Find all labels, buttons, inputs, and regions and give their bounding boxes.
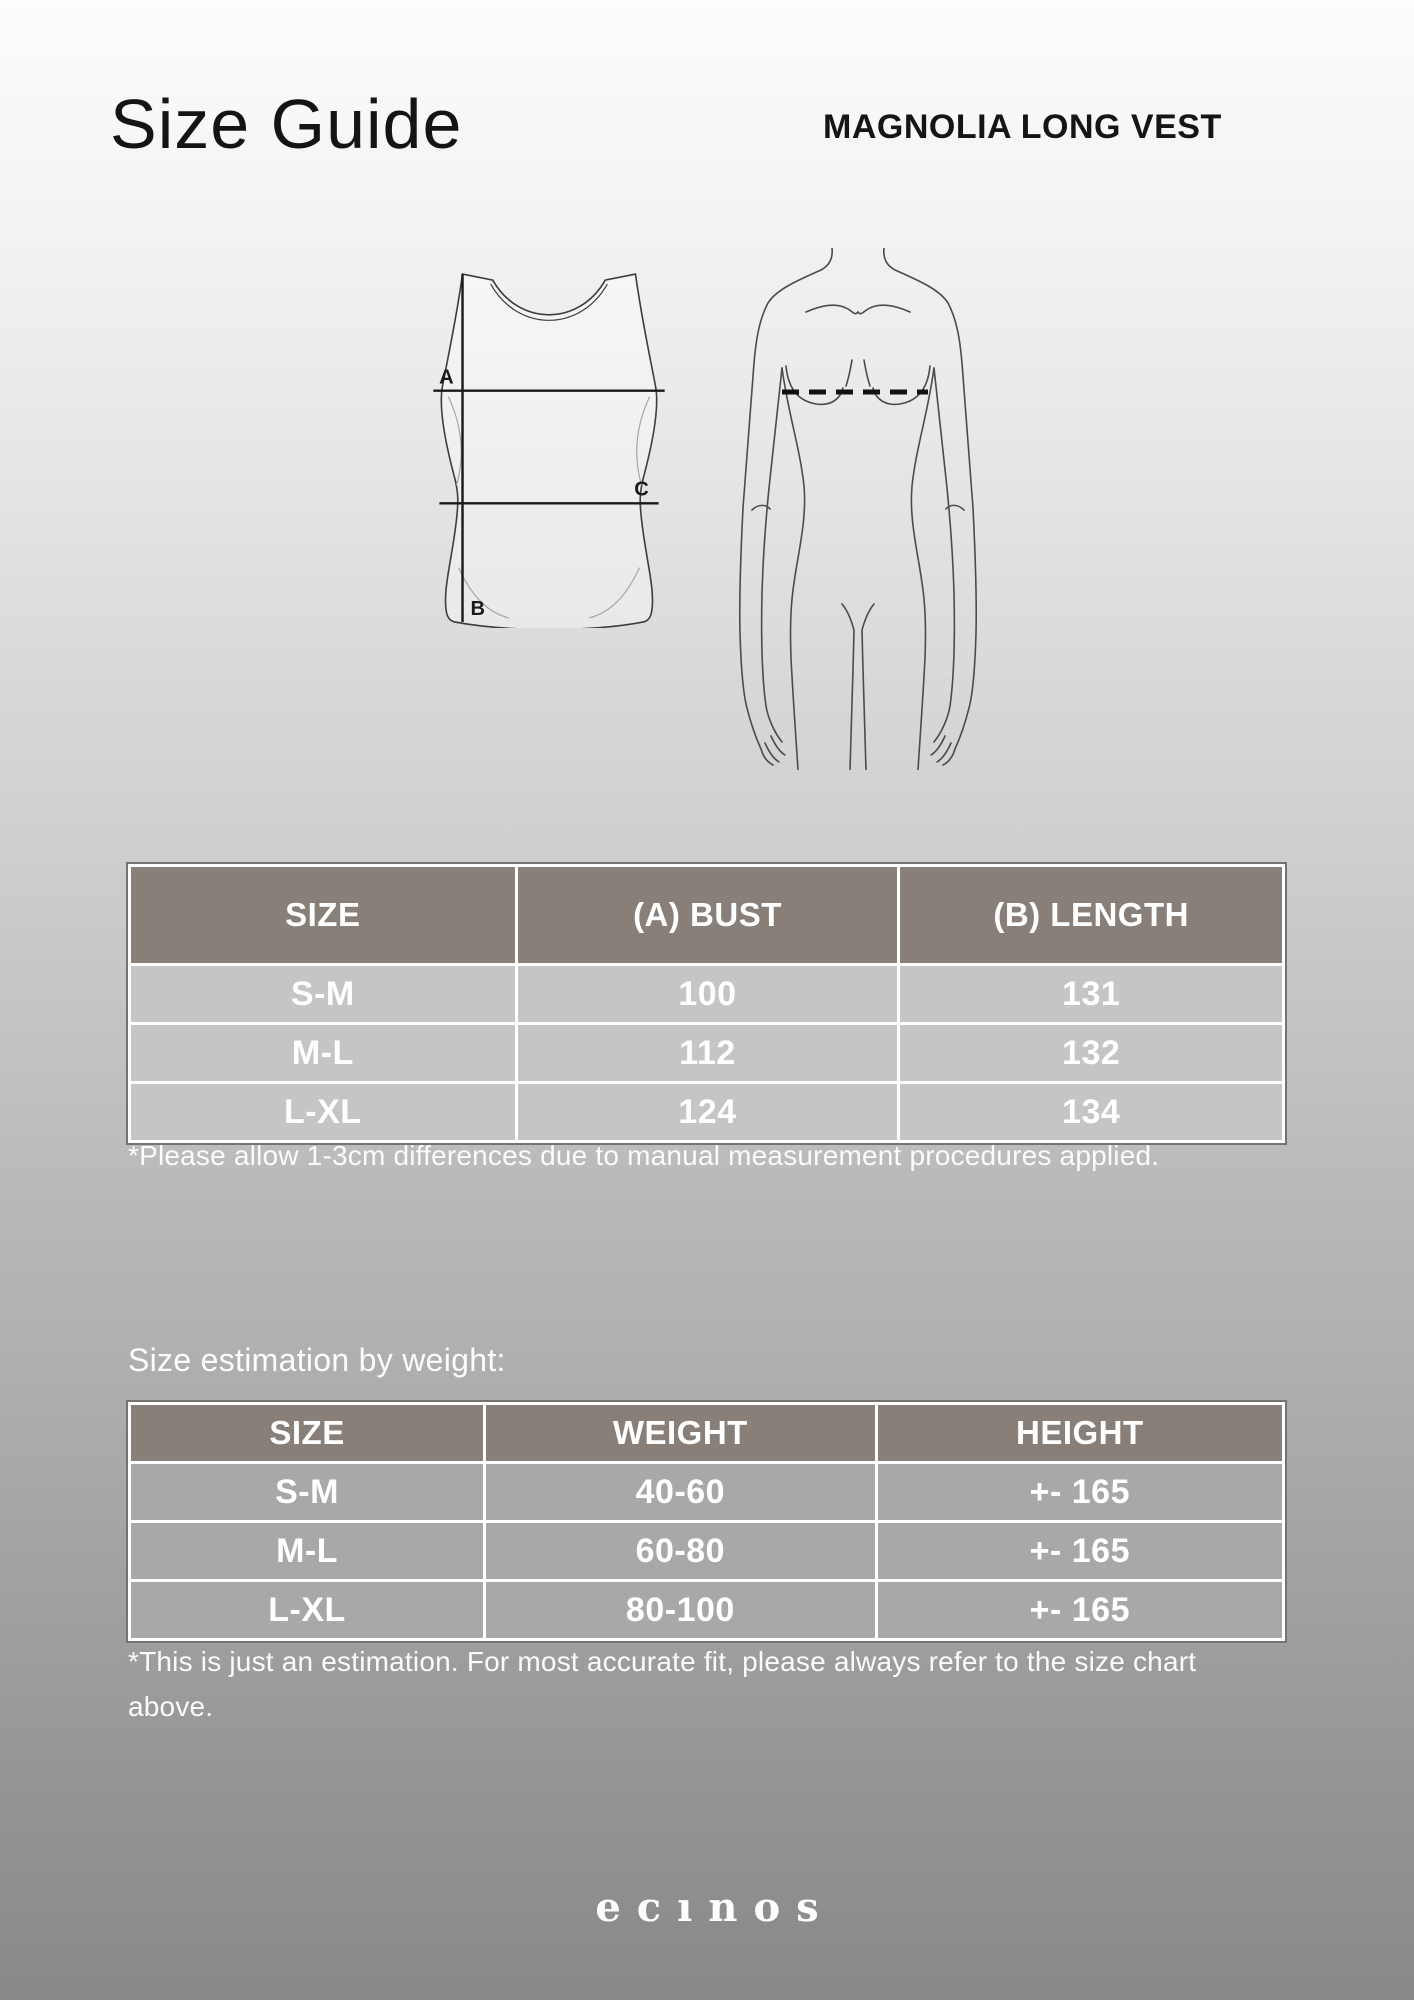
- measurement-note: *Please allow 1-3cm differences due to manual measurement procedures applied.: [128, 1140, 1160, 1171]
- weight-chart-cell: S-M: [131, 1464, 483, 1520]
- weight-chart-cell: 60-80: [486, 1523, 875, 1579]
- weight-chart-cell: 80-100: [486, 1582, 875, 1638]
- size-chart-cell: 131: [900, 966, 1282, 1022]
- size-chart-cell: M-L: [131, 1025, 515, 1081]
- size-chart-cell: 132: [900, 1025, 1282, 1081]
- vest-label-b: B: [470, 597, 486, 620]
- size-chart-cell: 112: [518, 1025, 898, 1081]
- weight-chart-table: [126, 1400, 1287, 1643]
- size-chart-cell: 100: [518, 966, 898, 1022]
- weight-chart-cell: +- 165: [878, 1582, 1282, 1638]
- weight-chart-header-weight: WEIGHT: [486, 1405, 875, 1461]
- vest-label-c: C: [634, 478, 649, 501]
- weight-chart-header-height: HEIGHT: [878, 1405, 1282, 1461]
- size-chart-cell: 124: [518, 1084, 898, 1140]
- vest-outline: [441, 274, 656, 628]
- brand-logo: ecınos: [595, 1884, 835, 1931]
- product-name: MAGNOLIA LONG VEST: [823, 108, 1222, 146]
- size-chart-header-length: (B) LENGTH: [900, 867, 1282, 963]
- vest-measurement-diagram: [428, 266, 670, 628]
- weight-chart-cell: 40-60: [486, 1464, 875, 1520]
- size-chart-cell: L-XL: [131, 1084, 515, 1140]
- size-chart-header-bust: (A) BUST: [518, 867, 898, 963]
- weight-chart-cell: M-L: [131, 1523, 483, 1579]
- weight-chart-cell: +- 165: [878, 1523, 1282, 1579]
- vest-label-a: A: [439, 366, 454, 389]
- body-silhouette-diagram: [716, 248, 1000, 770]
- weight-chart-cell: +- 165: [878, 1464, 1282, 1520]
- size-chart-table: [126, 862, 1287, 1145]
- estimation-note: *This is just an estimation. For most accurate fit, please always refer to the size chart above.: [128, 1646, 1197, 1722]
- size-chart-cell: S-M: [131, 966, 515, 1022]
- page-title: Size Guide: [110, 85, 463, 163]
- weight-chart-cell: L-XL: [131, 1582, 483, 1638]
- weight-chart-header-size: SIZE: [131, 1405, 483, 1461]
- size-chart-header-size: SIZE: [131, 867, 515, 963]
- weight-section-heading: Size estimation by weight:: [128, 1342, 506, 1378]
- size-chart-cell: 134: [900, 1084, 1282, 1140]
